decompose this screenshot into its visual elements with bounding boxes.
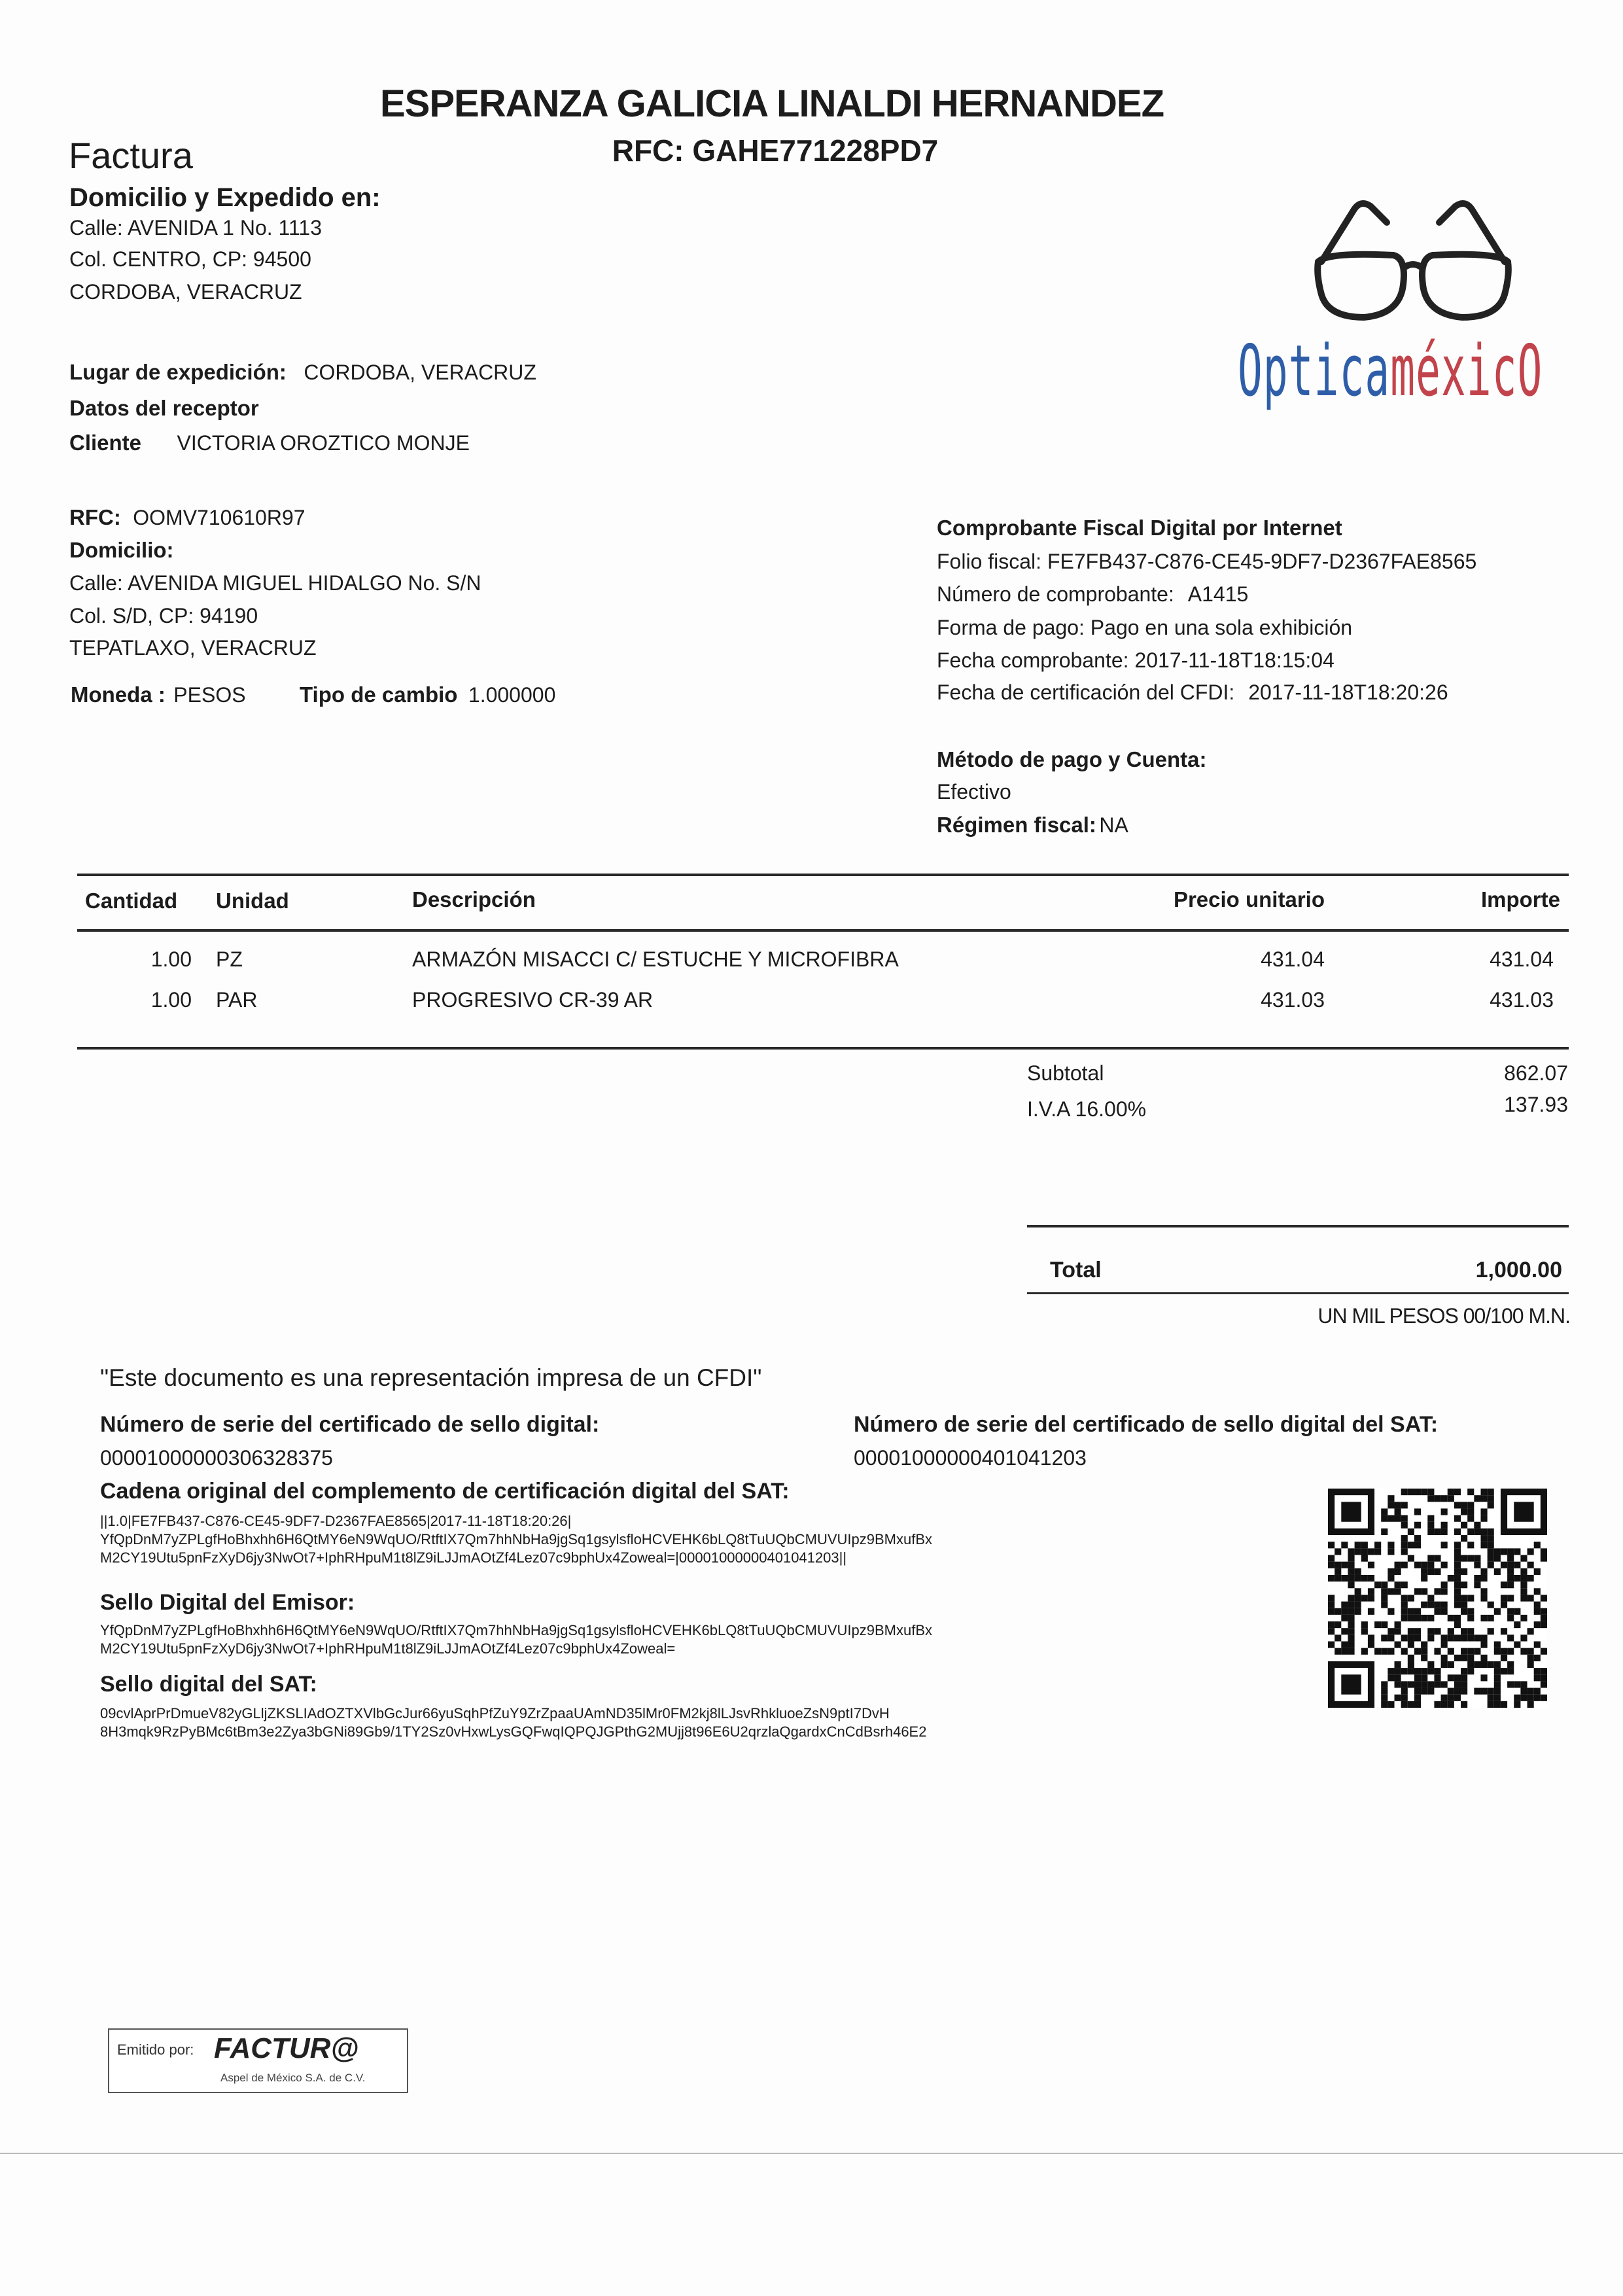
- sello-emisor-line-2: M2CY19Utu5pnFzXyD6jy3NwOt7+IphRHpuM1t8lZ9iLJJmAOtZf4Lez07c9bphUx4Zoweal=: [100, 1640, 676, 1657]
- row1-importe: 431.04: [1490, 947, 1554, 971]
- cert-emisor-value: 00001000000306328375: [100, 1446, 333, 1470]
- logo-text-blue: Optica: [1238, 330, 1391, 412]
- cfdi-numero: [937, 582, 1248, 607]
- row1-precio: 431.04: [1261, 947, 1325, 971]
- tipo-cambio: [300, 682, 555, 707]
- cliente-label: Cliente: [69, 431, 142, 455]
- total-label: Total: [1050, 1258, 1102, 1282]
- issuer-rfc-value: GAHE771228PD7: [692, 133, 939, 168]
- row1-unidad: PZ: [216, 947, 243, 971]
- table-header-rule: [77, 929, 1569, 932]
- total-top-rule: [1027, 1225, 1569, 1227]
- moneda-value: PESOS: [173, 683, 246, 707]
- th-importe: Importe: [1480, 887, 1560, 911]
- issuer-rfc: [0, 133, 1550, 168]
- cfdi-certificacion: [937, 680, 1448, 705]
- emitido-label: Emitido por:: [117, 2041, 194, 2058]
- issuer-rfc-label: RFC:: [612, 133, 684, 168]
- cfdi-numero-value: A1415: [1187, 582, 1249, 606]
- cfdi-folio-label: Folio fiscal:: [937, 550, 1042, 573]
- emitido-brand: FACTUR@: [214, 2032, 359, 2064]
- cadena-line-2: YfQpDnM7yZPLgfHoBhxhh6H6QtMY6eN9WqUO/RtftIX7Qm7hhNbHa9jgSq1gsylsfloHCVEHK6bLQ8tTuUQbCMUVUIpz9BMxufBx: [100, 1531, 933, 1547]
- doc-type: Factura: [69, 135, 193, 176]
- metodo-value: Efectivo: [937, 780, 1011, 804]
- cfdi-fecha: [937, 648, 1335, 673]
- emitido-sub: Aspel de México S.A. de C.V.: [220, 2072, 366, 2084]
- receptor-rfc-value: OOMV710610R97: [133, 506, 305, 529]
- sello-sat-line-2: 8H3mqk9RzPyBMc6tBm3e2Zya3bGNi89Gb9/1TY2Sz0vHxwLysGQFwqIQPQJGPthG2MUjj8t96E6U2qrzlaQgardxCnCdBsrh46E2: [100, 1723, 927, 1740]
- moneda: [71, 682, 246, 707]
- tipo-cambio-label: Tipo de cambio: [300, 682, 458, 707]
- row1-cantidad: 1.00: [150, 947, 192, 971]
- moneda-label: Moneda :: [71, 682, 166, 707]
- lugar-expedicion-label: Lugar de expedición:: [69, 360, 287, 384]
- receptor-line3: TEPATLAXO, VERACRUZ: [69, 636, 317, 660]
- cadena-line-3: M2CY19Utu5pnFzXyD6jy3NwOt7+IphRHpuM1t8lZ9iLJJmAOtZf4Lez07c9bphUx4Zoweal=|00001000000401041203||: [100, 1549, 847, 1566]
- optica-logo-text: [1238, 330, 1543, 412]
- cert-emisor-label: Número de serie del certificado de sello digital:: [100, 1412, 600, 1437]
- domicilio-heading: Domicilio y Expedido en:: [69, 183, 381, 212]
- cert-sat-value: 00001000000401041203: [854, 1446, 1087, 1470]
- row2-cantidad: 1.00: [150, 988, 192, 1012]
- cadena-label: Cadena original del complemento de certificación digital del SAT:: [100, 1479, 790, 1504]
- row2-descripcion: PROGRESIVO CR-39 AR: [412, 988, 654, 1012]
- receptor-line2: Col. S/D, CP: 94190: [69, 604, 258, 627]
- row2-unidad: PAR: [216, 988, 258, 1012]
- cfdi-folio-value: FE7FB437-C876-CE45-9DF7-D2367FAE8565: [1047, 550, 1477, 573]
- receptor-line1: Calle: AVENIDA MIGUEL HIDALGO No. S/N: [69, 571, 481, 595]
- logo-text-red: méxicO: [1390, 330, 1543, 412]
- total-en-letra: UN MIL PESOS 00/100 M.N.: [1318, 1304, 1570, 1328]
- row2-importe: 431.03: [1490, 988, 1554, 1012]
- cfdi-forma-value: Pago en una sola exhibición: [1090, 616, 1353, 639]
- metodo-heading: Método de pago y Cuenta:: [937, 747, 1207, 771]
- th-cantidad: Cantidad: [85, 889, 178, 913]
- total-bottom-rule: [1027, 1292, 1569, 1294]
- datos-receptor-heading: Datos del receptor: [69, 396, 259, 420]
- cadena-line-1: ||1.0|FE7FB437-C876-CE45-9DF7-D2367FAE8565|2017-11-18T18:20:26|: [100, 1513, 572, 1529]
- scan-bottom-rule: [0, 2153, 1623, 2154]
- table-top-rule: [77, 874, 1569, 876]
- iva-value: 137.93: [1504, 1093, 1568, 1116]
- row2-precio: 431.03: [1261, 988, 1325, 1012]
- qr-code-graphic: [1328, 1489, 1547, 1708]
- cliente-value: VICTORIA OROZTICO MONJE: [177, 431, 470, 455]
- receptor-rfc: [69, 505, 305, 530]
- sello-sat-line-1: 09cvlAprPrDmueV82yGLljZKSLIAdOZTXVlbGcJur66yuSqhPfZuY9ZrZpaaUAmND35lMr0FM2kj8lLJsvRhkluoeZsN9ptI7DvH: [100, 1705, 890, 1722]
- emitido-badge: [108, 2028, 408, 2093]
- cfdi-numero-label: Número de comprobante:: [937, 582, 1174, 606]
- sello-emisor-line-1: YfQpDnM7yZPLgfHoBhxhh6H6QtMY6eN9WqUO/RtftIX7Qm7hhNbHa9jgSq1gsylsfloHCVEHK6bLQ8tTuUQbCMUVUIpz9BMxufBx: [100, 1622, 933, 1638]
- iva-label: I.V.A 16.00%: [1027, 1097, 1147, 1121]
- th-descripcion: Descripción: [412, 887, 536, 911]
- regimen: [937, 813, 1128, 838]
- receptor-rfc-label: RFC:: [69, 505, 121, 529]
- lugar-expedicion-value: CORDOBA, VERACRUZ: [304, 361, 536, 384]
- domicilio-line2: Col. CENTRO, CP: 94500: [69, 247, 311, 271]
- receptor-domicilio-label: Domicilio:: [69, 538, 174, 562]
- cfdi-forma: [937, 616, 1352, 640]
- sello-emisor-label: Sello Digital del Emisor:: [100, 1590, 355, 1615]
- th-precio: Precio unitario: [1173, 887, 1325, 911]
- lugar-expedicion: [69, 360, 536, 385]
- cfdi-folio: [937, 550, 1476, 574]
- cliente: [69, 431, 470, 455]
- domicilio-line1: Calle: AVENIDA 1 No. 1113: [69, 216, 322, 239]
- issuer-name: ESPERANZA GALICIA LINALDI HERNANDEZ: [379, 82, 1164, 125]
- representacion-text: "Este documento es una representación impresa de un CFDI": [100, 1364, 762, 1391]
- cfdi-forma-label: Forma de pago:: [937, 616, 1085, 639]
- cfdi-fecha-value: 2017-11-18T18:15:04: [1134, 648, 1335, 672]
- glasses-icon: [1230, 183, 1596, 340]
- subtotal-label: Subtotal: [1027, 1061, 1104, 1085]
- regimen-label: Régimen fiscal:: [937, 813, 1096, 837]
- subtotal-value: 862.07: [1504, 1061, 1568, 1085]
- cfdi-fecha-label: Fecha comprobante:: [937, 648, 1129, 672]
- cfdi-cert-label: Fecha de certificación del CFDI:: [937, 680, 1235, 704]
- table-bottom-rule: [77, 1047, 1569, 1050]
- total-value: 1,000.00: [1475, 1258, 1562, 1282]
- domicilio-line3: CORDOBA, VERACRUZ: [69, 280, 302, 304]
- th-unidad: Unidad: [216, 889, 289, 913]
- regimen-value: NA: [1099, 813, 1128, 837]
- cert-sat-label: Número de serie del certificado de sello digital del SAT:: [854, 1412, 1439, 1437]
- sello-sat-label: Sello digital del SAT:: [100, 1672, 317, 1697]
- cfdi-heading: Comprobante Fiscal Digital por Internet: [937, 516, 1342, 540]
- cfdi-cert-value: 2017-11-18T18:20:26: [1248, 680, 1448, 704]
- optica-logo: [1230, 183, 1596, 432]
- qr-code: [1328, 1489, 1547, 1708]
- row1-descripcion: ARMAZÓN MISACCI C/ ESTUCHE Y MICROFIBRA: [412, 947, 899, 971]
- tipo-cambio-value: 1.000000: [468, 683, 556, 707]
